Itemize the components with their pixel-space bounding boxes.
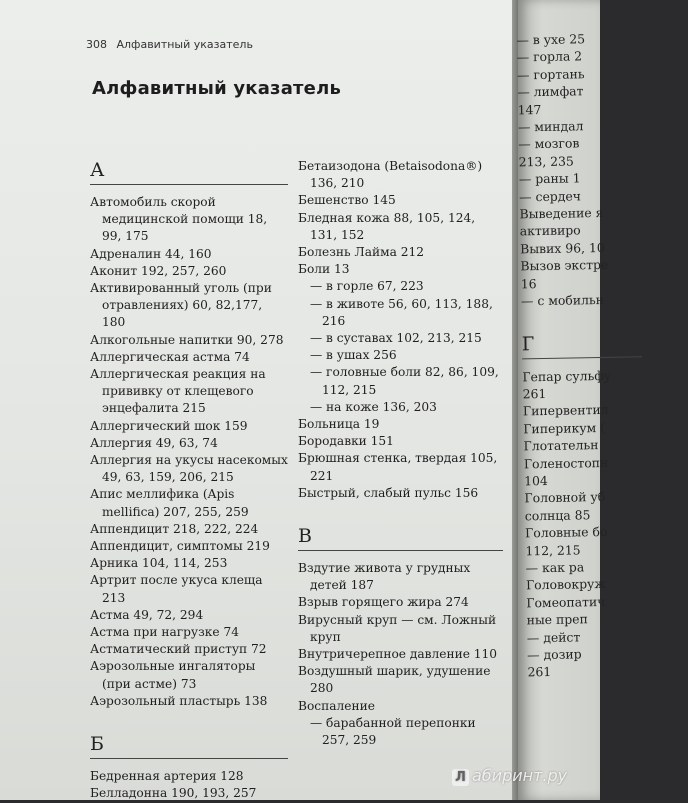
index-entry: Арника 104, 114, 253 [90,556,228,571]
page-title: Алфавитный указатель [92,78,342,99]
index-line: Головокруж [525,576,606,593]
index-line: — раны 1 [518,170,581,187]
section-letter-b: Б [90,732,288,759]
index-line: — сердеч [519,188,582,205]
index-entry: Аппендицит, симптомы 219 [90,539,270,554]
index-entry: Адреналин 44, 160 [90,246,212,261]
index-entry: Аппендицит 218, 222, 224 [90,521,259,536]
index-entry: Воспаление [298,698,375,713]
index-subentry: — в ушах 256 [310,348,397,363]
index-line: 147 [517,101,542,118]
index-line: — гортань [516,66,585,83]
index-line: 261 [527,664,552,680]
index-entry: Белладонна 190, 193, 257 [90,786,257,801]
index-entry: Алкогольные напитки 90, 278 [90,332,284,347]
index-line: — миндал [517,118,584,135]
index-entry: Астма при нагрузке 74 [90,625,239,640]
index-entry: Аллергическая реакция на прививку от клещевого энцефалита 215 [90,367,266,416]
index-entry: Бетаизодона (Betaisodona®) 136, 210 [298,159,483,191]
index-entry: Брюшная стенка, твердая 105, 221 [298,451,498,483]
index-line: активиро [519,222,581,239]
index-line: 112, 215 [525,541,581,558]
index-line: Головной уб [524,489,606,506]
index-line: Голеностопн [523,454,609,471]
index-entry: Бедренная артерия 128 [90,769,244,784]
index-subentry: — барабанной перепонки 257, 259 [310,715,476,748]
index-line: Вызов экстре [520,257,609,274]
index-column-1 [90,158,288,803]
index-line: 213, 235 [518,153,574,170]
page-number: 308 [86,38,107,51]
index-line: Вывих 96, 10 [520,239,605,257]
watermark [452,766,567,786]
index-line: Выведение я [519,205,604,222]
index-line: — дейст [526,629,581,645]
index-entry: Боли 13 [298,262,350,277]
index-line: Гомеопатич [526,593,606,611]
index-entry: Аллергическая астма 74 [90,349,250,364]
index-column-2 [298,158,503,749]
index-line: — с мобильн [520,292,605,309]
index-entry: Аэрозольные ингаляторы (при астме) 73 [90,659,256,691]
index-entry: Аэрозольный пластырь 138 [90,693,268,708]
index-entry: Воздушный шарик, удушение 280 [298,664,491,696]
index-subentry: — в горле 67, 223 [310,279,424,294]
index-line: Глотательн [523,437,599,454]
index-line: Головные бо [524,524,608,541]
index-entry: Быстрый, слабый пульс 156 [298,485,479,500]
watermark-text: абиринт.ру [472,766,568,785]
index-line: 104 [524,472,548,489]
right-page-column [516,29,687,682]
index-entry: Аллергический шок 159 [90,418,248,433]
index-entry: Вздутие живота у грудных детей 187 [298,561,471,593]
index-entry: Больница 19 [298,417,380,432]
index-line: — как ра [525,559,585,576]
index-subentry: — в животе 56, 60, 113, 188, 216 [310,296,493,328]
index-line: Гепар сульфу [522,367,612,384]
index-subentry: — в суставах 102, 213, 215 [310,331,482,346]
index-line: — лимфат [517,83,584,100]
index-entry: Вирусный круп — см. Ложный круп [298,612,497,644]
index-line: ные преп [526,611,588,628]
index-entry: Активированный уголь (при отравлениях) 60, 82,177, 180 [90,281,272,330]
section-letter-g: Г [522,330,642,359]
index-line: — в ухе 25 [516,31,586,48]
index-entry: Бледная кожа 88, 105, 124, 131, 152 [298,210,476,242]
index-entry: Астма 49, 72, 294 [90,607,204,622]
index-line: Гипервентил [522,402,609,419]
index-subentry: — головные боли 82, 86, 109, 112, 215 [310,365,499,397]
index-line: — горла 2 [516,48,583,65]
index-entry: Артрит после укуса клеща 213 [90,573,263,605]
section-letter-v: В [298,524,503,551]
index-line: 261 [522,385,547,402]
index-entry: Бешенство 145 [298,193,396,208]
index-entry: Внутричерепное давление 110 [298,647,498,662]
index-entry: Бородавки 151 [298,434,394,449]
index-entry: Астматический приступ 72 [90,642,267,657]
index-entry: Болезнь Лайма 212 [298,245,424,260]
index-line: — мозгов [518,135,580,152]
index-entry: Апис меллифика (Apis mellifica) 207, 255, 259 [90,487,249,519]
labirint-logo-icon: Л [452,769,469,786]
index-line: Гиперикум ( [523,419,606,437]
index-subentry: — на коже 136, 203 [310,399,437,414]
index-entry: Аконит 192, 257, 260 [90,263,227,278]
index-line: солнца 85 [524,506,591,524]
index-line: 16 [520,275,537,292]
index-entry: Аллергия 49, 63, 74 [90,435,218,450]
section-letter-a: А [90,158,288,185]
index-line: — дозир [527,646,582,663]
index-entry: Взрыв горящего жира 274 [298,595,469,610]
index-entry: Аллергия на укусы насекомых 49, 63, 159, 206, 215 [90,453,288,485]
running-header [86,38,253,51]
running-title: Алфавитный указатель [116,38,253,51]
index-entry: Автомобиль скорой медицинской помощи 18, 99, 175 [90,195,268,244]
